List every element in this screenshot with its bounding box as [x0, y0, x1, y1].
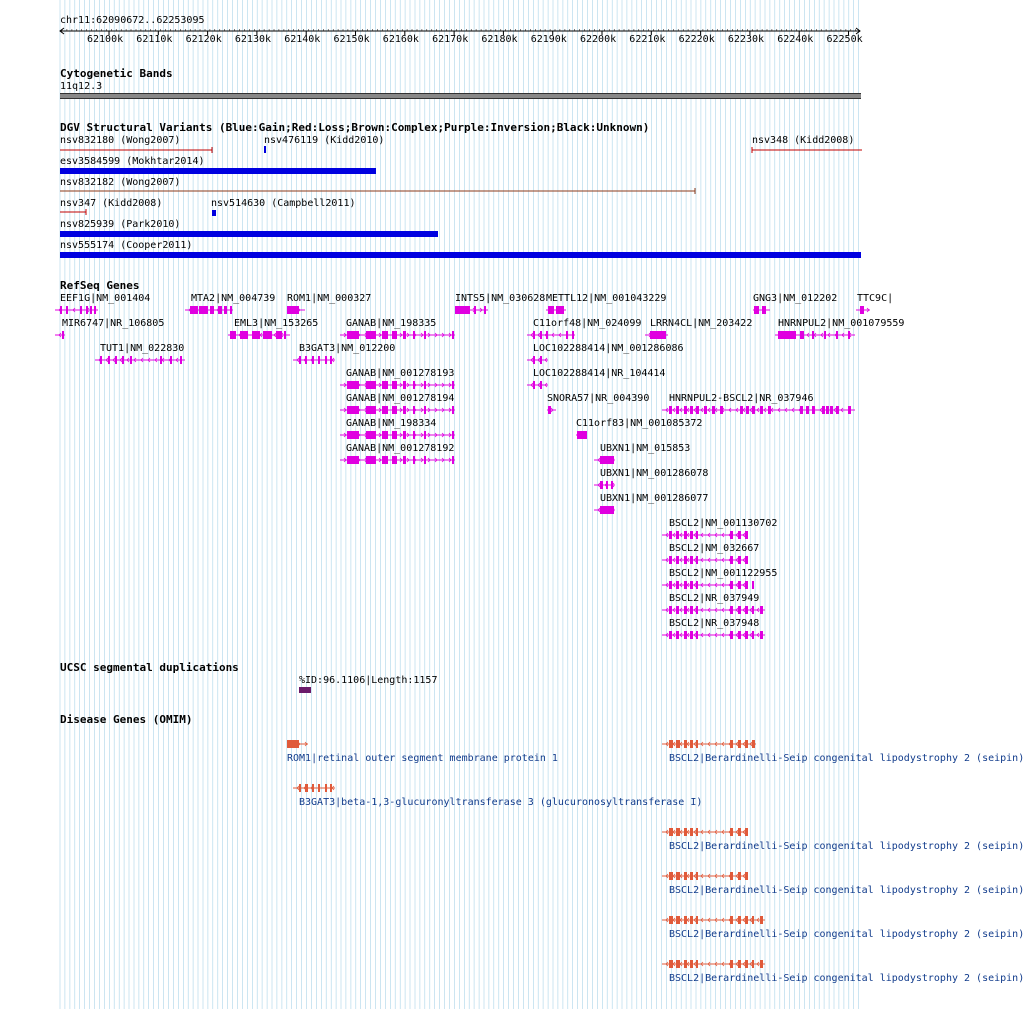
- omim-gene-model: [662, 916, 765, 924]
- gene-label[interactable]: ROM1|NM_000327: [287, 293, 372, 304]
- gene-label[interactable]: GNG3|NM_012202: [753, 293, 838, 304]
- gene-label[interactable]: GANAB|NM_001278192: [346, 443, 455, 454]
- omim-label[interactable]: BSCL2|Berardinelli-Seip congenital lipodystrophy 2 (seipin): [669, 973, 1024, 984]
- dgv-label[interactable]: nsv476119 (Kidd2010): [264, 135, 385, 146]
- ruler-tick-label: 62180k: [481, 34, 518, 45]
- gene-label[interactable]: BSCL2|NM_032667: [669, 543, 760, 554]
- gene-label[interactable]: SNORA57|NR_004390: [547, 393, 650, 404]
- gene-label[interactable]: EML3|NM_153265: [234, 318, 319, 329]
- gene-label[interactable]: C11orf48|NM_024099: [533, 318, 642, 329]
- segdup-track-title: UCSC segmental duplications: [60, 661, 239, 674]
- ruler-tick-label: 62120k: [185, 34, 222, 45]
- gene-label[interactable]: UBXN1|NM_015853: [600, 443, 691, 454]
- gene-label[interactable]: HNRNPUL2-BSCL2|NR_037946: [669, 393, 814, 404]
- ruler-tick-label: 62240k: [777, 34, 814, 45]
- refseq-track-title: RefSeq Genes: [60, 279, 140, 292]
- ruler-position-label: chr11:62090672..62253095: [60, 15, 205, 26]
- cytoband-label: 11q12.3: [60, 81, 103, 92]
- dgv-label[interactable]: nsv555174 (Cooper2011): [60, 240, 193, 251]
- omim-gene-model: [662, 960, 765, 968]
- dgv-label[interactable]: nsv832182 (Wong2007): [60, 177, 181, 188]
- omim-gene-model: [287, 740, 308, 748]
- dgv-label[interactable]: nsv347 (Kidd2008): [60, 198, 163, 209]
- gene-label[interactable]: MTA2|NM_004739: [191, 293, 276, 304]
- dgv-label[interactable]: nsv825939 (Park2010): [60, 219, 181, 230]
- dgv-track-title: DGV Structural Variants (Blue:Gain;Red:Loss;Brown:Complex;Purple:Inversion;Black:Unknown): [60, 121, 650, 134]
- gene-label[interactable]: GANAB|NM_001278193: [346, 368, 455, 379]
- ruler-tick-label: 62140k: [284, 34, 321, 45]
- gene-label[interactable]: GANAB|NM_001278194: [346, 393, 455, 404]
- omim-track-title: Disease Genes (OMIM): [60, 713, 193, 726]
- gene-label[interactable]: B3GAT3|NM_012200: [299, 343, 396, 354]
- ruler-tick-label: 62200k: [580, 34, 617, 45]
- gene-label[interactable]: HNRNPUL2|NM_001079559: [778, 318, 905, 329]
- gene-label[interactable]: METTL12|NM_001043229: [546, 293, 667, 304]
- ruler-tick-label: 62150k: [333, 34, 370, 45]
- omim-label[interactable]: BSCL2|Berardinelli-Seip congenital lipodystrophy 2 (seipin): [669, 753, 1024, 764]
- dgv-label[interactable]: nsv348 (Kidd2008): [752, 135, 855, 146]
- dgv-label[interactable]: esv3584599 (Mokhtar2014): [60, 156, 205, 167]
- gene-label[interactable]: BSCL2|NM_001130702: [669, 518, 778, 529]
- gene-label[interactable]: BSCL2|NM_001122955: [669, 568, 778, 579]
- gene-label[interactable]: GANAB|NM_198335: [346, 318, 437, 329]
- gene-label[interactable]: UBXN1|NM_001286078: [600, 468, 709, 479]
- omim-gene-model: [662, 740, 756, 748]
- gene-label[interactable]: LOC102288414|NR_104414: [533, 368, 666, 379]
- gene-label[interactable]: C11orf83|NM_001085372: [576, 418, 703, 429]
- ruler-tick-label: 62130k: [234, 34, 272, 45]
- ruler-tick-label: 62220k: [678, 34, 715, 45]
- omim-label[interactable]: ROM1|retinal outer segment membrane protein 1: [287, 753, 558, 764]
- gene-label[interactable]: GANAB|NM_198334: [346, 418, 437, 429]
- gene-label[interactable]: INTS5|NM_030628: [455, 293, 546, 304]
- gene-label[interactable]: UBXN1|NM_001286077: [600, 493, 709, 504]
- gene-label[interactable]: EEF1G|NM_001404: [60, 293, 151, 304]
- gene-label[interactable]: LOC102288414|NM_001286086: [533, 343, 684, 354]
- ruler-tick-label: 62160k: [382, 34, 419, 45]
- ruler-tick-label: 62190k: [530, 34, 567, 45]
- gene-label[interactable]: MIR6747|NR_106805: [62, 318, 165, 329]
- ruler-tick-label: 62170k: [432, 34, 469, 45]
- omim-label[interactable]: BSCL2|Berardinelli-Seip congenital lipodystrophy 2 (seipin): [669, 885, 1024, 896]
- ruler-tick-label: 62250k: [826, 34, 863, 45]
- ruler-tick-label: 62100k: [87, 34, 124, 45]
- gene-label[interactable]: BSCL2|NR_037949: [669, 593, 760, 604]
- omim-gene-model: [662, 828, 748, 836]
- omim-label[interactable]: BSCL2|Berardinelli-Seip congenital lipodystrophy 2 (seipin): [669, 841, 1024, 852]
- dgv-label[interactable]: nsv514630 (Campbell2011): [211, 198, 356, 209]
- omim-label[interactable]: BSCL2|Berardinelli-Seip congenital lipodystrophy 2 (seipin): [669, 929, 1024, 940]
- gene-label[interactable]: TTC9C|: [857, 293, 894, 304]
- gene-label[interactable]: TUT1|NM_022830: [100, 343, 185, 354]
- dgv-label[interactable]: nsv832180 (Wong2007): [60, 135, 181, 146]
- ruler-tick-label: 62110k: [136, 34, 173, 45]
- omim-gene-model: [662, 872, 748, 880]
- gene-label[interactable]: BSCL2|NR_037948: [669, 618, 760, 629]
- ruler-tick-label: 62210k: [629, 34, 666, 45]
- omim-label[interactable]: B3GAT3|beta-1,3-glucuronyltransferase 3 (glucuronosyltransferase I): [299, 797, 703, 808]
- gene-label[interactable]: LRRN4CL|NM_203422: [650, 318, 753, 329]
- segdup-label[interactable]: %ID:96.1106|Length:1157: [299, 675, 438, 686]
- ruler-tick-label: 62230k: [727, 34, 765, 45]
- cytoband-track-title: Cytogenetic Bands: [60, 67, 173, 80]
- omim-gene-model: [293, 784, 335, 792]
